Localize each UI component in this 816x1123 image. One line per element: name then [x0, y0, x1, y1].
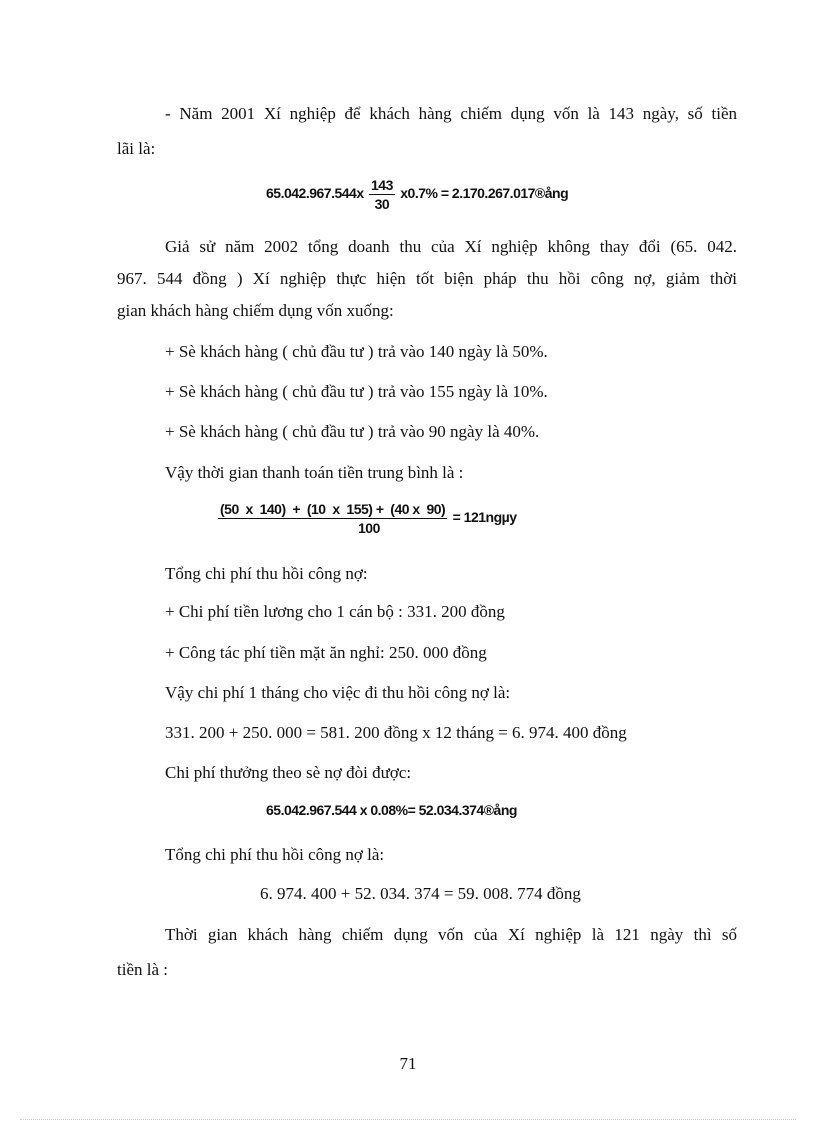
fraction: [369, 176, 395, 213]
interest-equation: [266, 176, 568, 213]
paragraph-line: Vậy thời gian thanh toán tiền trung bình là :: [165, 463, 464, 482]
paragraph-line: lãi là:: [117, 139, 156, 158]
average-time-equation: [216, 500, 516, 537]
paragraph-line: Tổng chi phí thu hồi công nợ:: [165, 564, 368, 583]
list-item: + Chi phí tiền lương cho 1 cán bộ : 331. 200 đồng: [165, 602, 505, 621]
paragraph-line: Thời gian khách hàng chiếm dụng vốn của Xí nghiệp là 121 ngày thì số: [165, 925, 737, 944]
fraction-denominator: 100: [358, 520, 380, 536]
fraction-numerator: 143: [371, 177, 393, 193]
paragraph-line: - Năm 2001 Xí nghiệp để khách hàng chiếm dụng vốn là 143 ngày, số tiền: [165, 104, 737, 123]
page-number: 71: [399, 1054, 417, 1073]
fraction: [218, 500, 447, 537]
paragraph-line: tiền là :: [117, 960, 168, 979]
paragraph-line: 6. 974. 400 + 52. 034. 374 = 59. 008. 774 đồng: [260, 884, 581, 903]
fraction-denominator: 30: [374, 196, 390, 212]
paragraph-line: Tổng chi phí thu hồi công nợ là:: [165, 845, 385, 864]
paragraph-line: gian khách hàng chiếm dụng vốn xuống:: [117, 301, 394, 320]
list-item: + Sè khách hàng ( chủ đầu tư ) trả vào 140 ngày là 50%.: [165, 342, 548, 361]
eq-right-term: x0.7% = 2.170.267.017®ång: [400, 185, 569, 202]
list-item: + Sè khách hàng ( chủ đầu tư ) trả vào 90 ngày là 40%.: [165, 422, 540, 441]
eq-right-term: = 121ngµy: [452, 509, 517, 526]
paragraph-line: Vậy chi phí 1 tháng cho việc đi thu hồi công nợ là:: [165, 683, 511, 702]
paragraph-line: 331. 200 + 250. 000 = 581. 200 đồng x 12 tháng = 6. 974. 400 đồng: [165, 723, 627, 742]
page-border: [20, 1119, 796, 1120]
bonus-equation: 65.042.967.544 x 0.08%= 52.034.374®ång: [266, 802, 517, 818]
paragraph-line: Chi phí thưởng theo sè nợ đòi được:: [165, 763, 412, 782]
eq-left-term: 65.042.967.544x: [266, 185, 364, 202]
paragraph-line: 967. 544 đồng ) Xí nghiệp thực hiện tốt biện pháp thu hồi công nợ, giảm thời: [117, 269, 737, 288]
list-item: + Sè khách hàng ( chủ đầu tư ) trả vào 155 ngày là 10%.: [165, 382, 548, 401]
list-item: + Công tác phí tiền mặt ăn nghỉ: 250. 000 đồng: [165, 643, 487, 662]
fraction-numerator: (50 x 140) + (10 x 155) + (40 x 90): [220, 501, 446, 517]
paragraph-line: Giả sử năm 2002 tổng doanh thu của Xí nghiệp không thay đổi (65. 042.: [165, 237, 737, 256]
